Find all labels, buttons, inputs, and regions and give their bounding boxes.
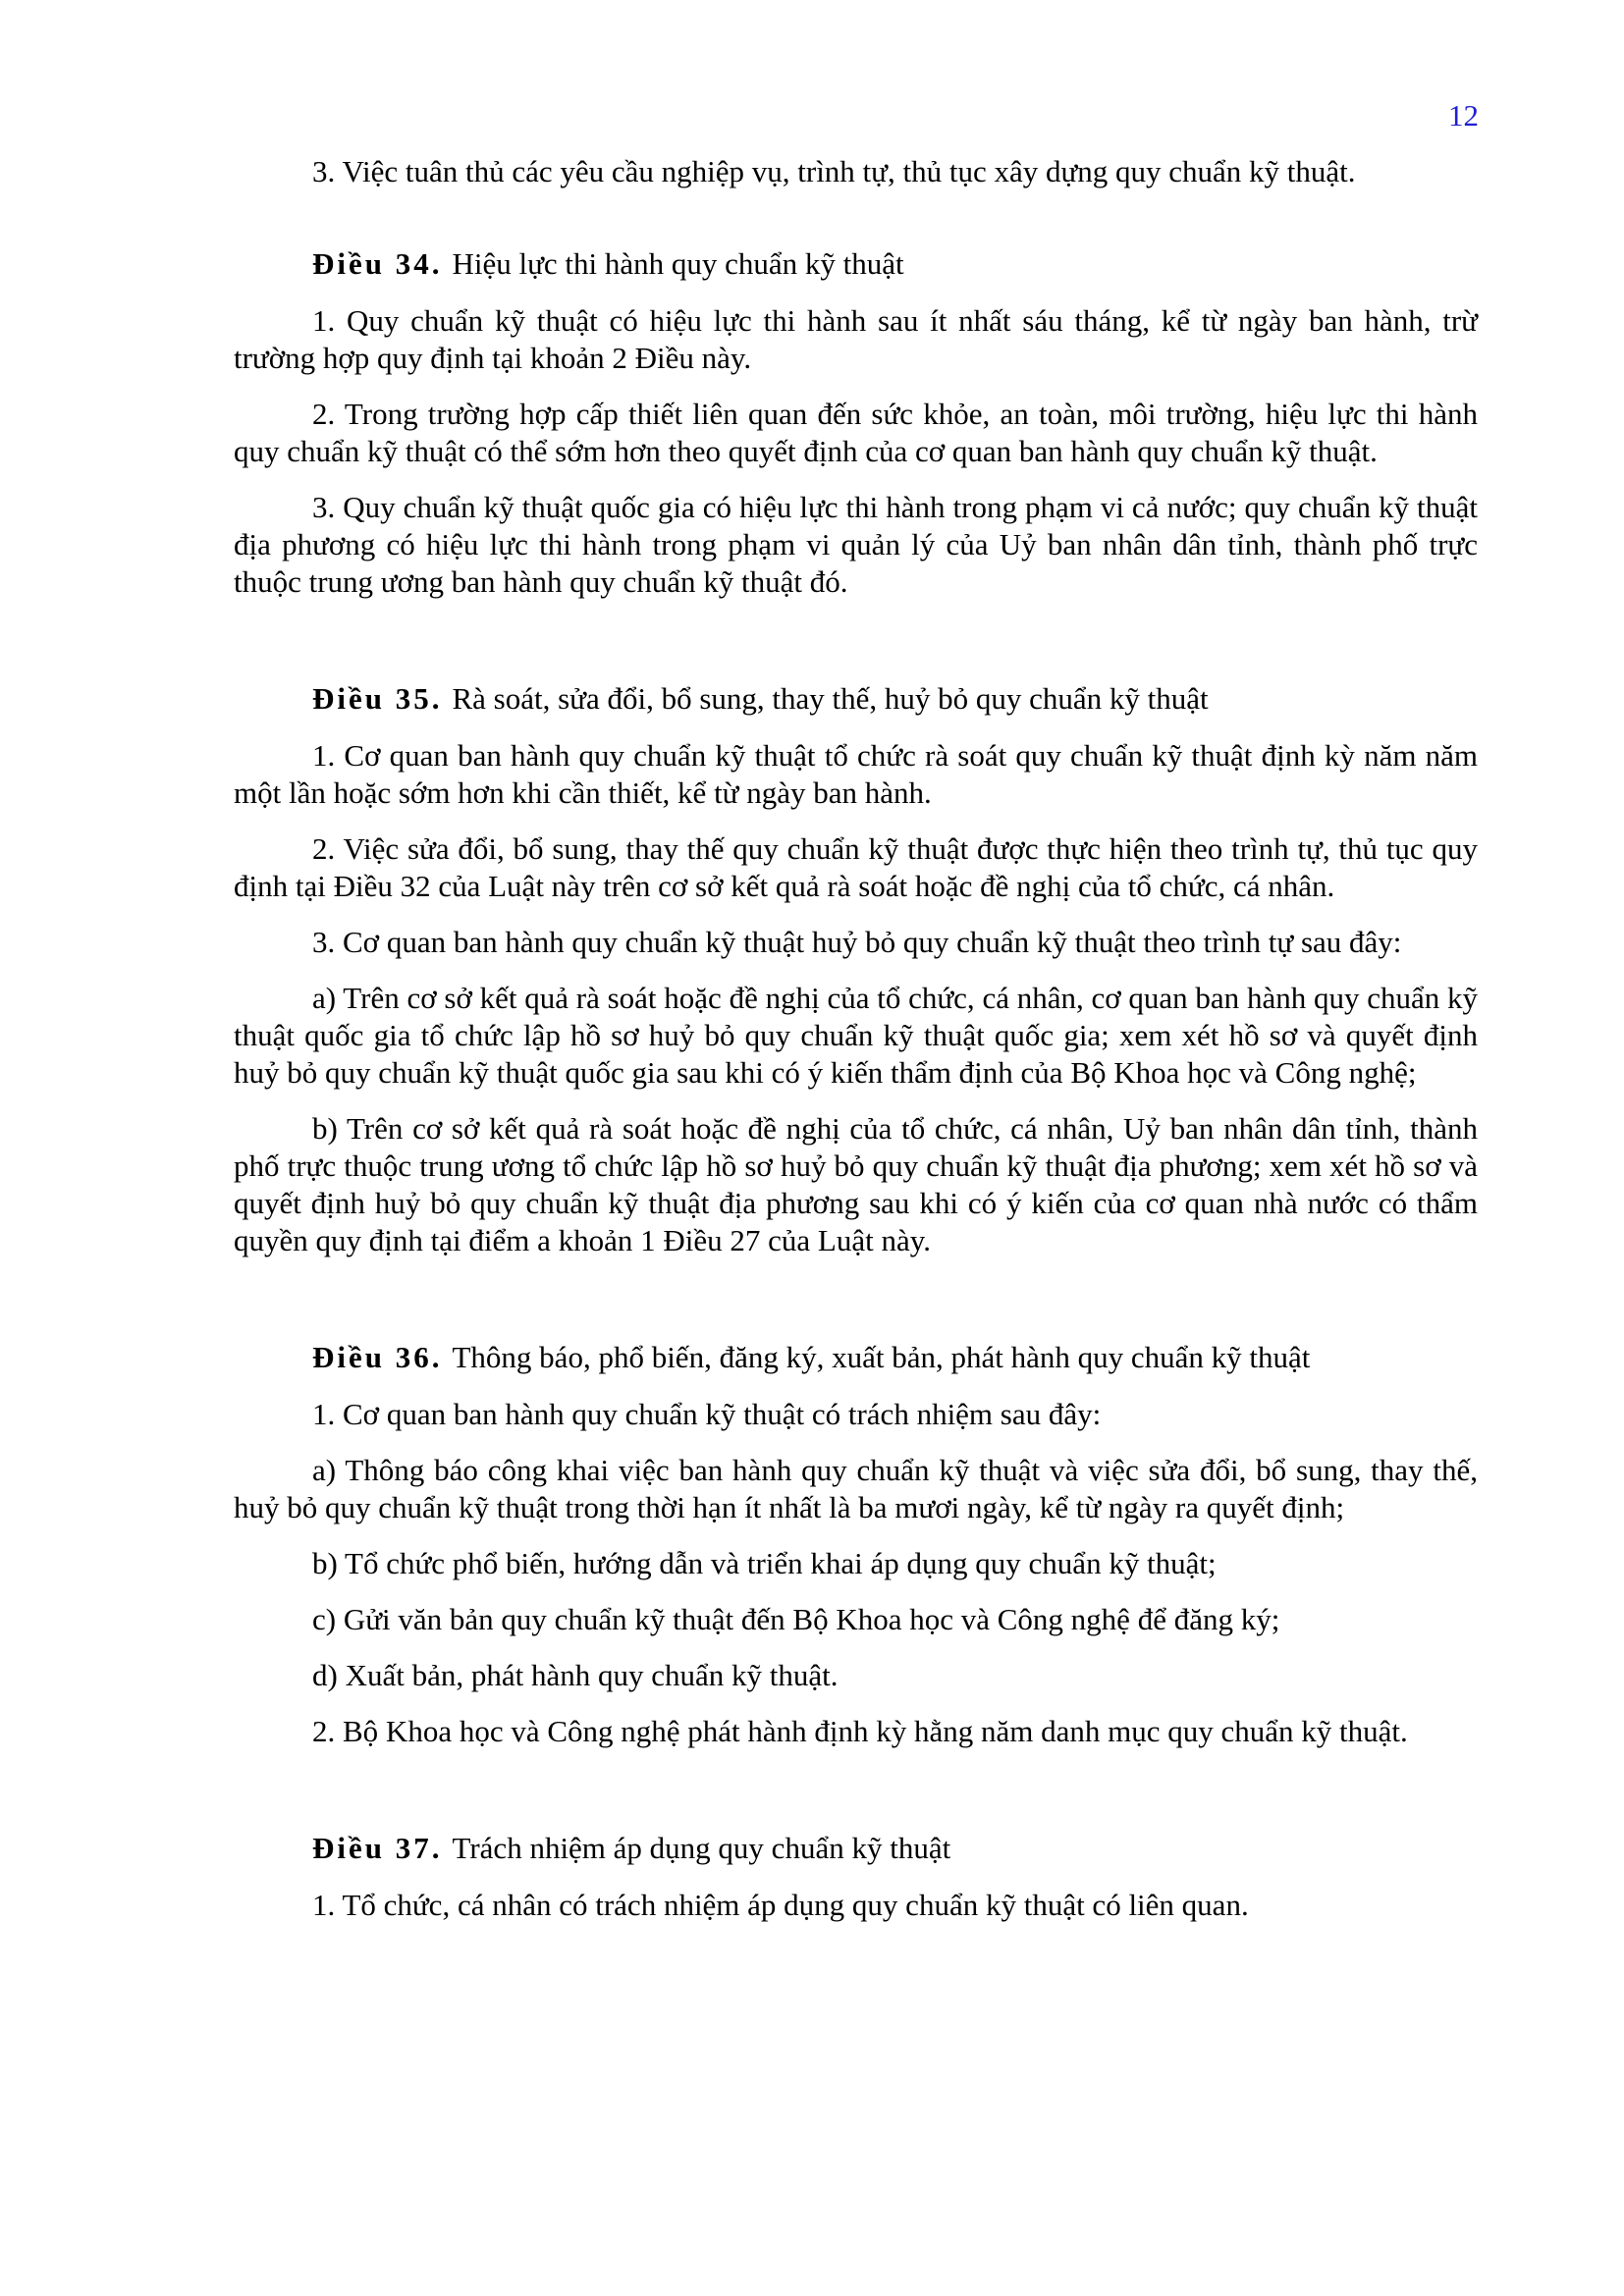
article-heading bbox=[312, 680, 1478, 718]
paragraph: 1. Quy chuẩn kỹ thuật có hiệu lực thi hành sau ít nhất sáu tháng, kể từ ngày ban hành, trừ trường hợp quy định tại khoản 2 Điều này. bbox=[234, 303, 1478, 375]
article-35 bbox=[234, 680, 1478, 1259]
paragraph: b) Tổ chức phổ biến, hướng dẫn và triển khai áp dụng quy chuẩn kỹ thuật; bbox=[312, 1546, 1217, 1580]
article-label: Điều 34. bbox=[312, 246, 443, 281]
article-heading bbox=[312, 245, 1478, 283]
paragraph: 3. Quy chuẩn kỹ thuật quốc gia có hiệu lực thi hành trong phạm vi cả nước; quy chuẩn kỹ thuật địa phương có hiệu lực thi hành trong phạm vi quản lý của Uỷ ban nhân dân tỉnh, thành phố trực thuộc trung ương ban hành quy chuẩn kỹ thuật đó. bbox=[234, 490, 1478, 599]
paragraph: a) Trên cơ sở kết quả rà soát hoặc đề nghị của tổ chức, cá nhân, cơ quan ban hành quy chuẩn kỹ thuật quốc gia tổ chức lập hồ sơ huỷ bỏ quy chuẩn kỹ thuật quốc gia; xem xét hồ sơ và quyết định huỷ bỏ quy chuẩn kỹ thuật quốc gia sau khi có ý kiến thẩm định của Bộ Khoa học và Công nghệ; bbox=[234, 981, 1478, 1090]
article-label: Điều 37. bbox=[312, 1831, 443, 1865]
paragraph: d) Xuất bản, phát hành quy chuẩn kỹ thuật. bbox=[312, 1658, 839, 1692]
article-37 bbox=[234, 1830, 1478, 1924]
article-heading bbox=[312, 1830, 1478, 1867]
article-34 bbox=[234, 245, 1478, 601]
paragraph: b) Trên cơ sở kết quả rà soát hoặc đề nghị của tổ chức, cá nhân, Uỷ ban nhân dân tỉnh, thành phố trực thuộc trung ương tổ chức lập hồ sơ huỷ bỏ quy chuẩn kỹ thuật địa phương; xem xét hồ sơ và quyết định huỷ bỏ quy chuẩn kỹ thuật địa phương sau khi có ý kiến của cơ quan nhà nước có thẩm quyền quy định tại điểm a khoản 1 Điều 27 của Luật này. bbox=[234, 1111, 1478, 1257]
paragraph: 1. Cơ quan ban hành quy chuẩn kỹ thuật tổ chức rà soát quy chuẩn kỹ thuật định kỳ năm năm một lần hoặc sớm hơn khi cần thiết, kể từ ngày ban hành. bbox=[234, 738, 1478, 810]
article-title: Hiệu lực thi hành quy chuẩn kỹ thuật bbox=[452, 246, 904, 281]
article-label: Điều 35. bbox=[312, 681, 443, 716]
article-heading bbox=[312, 1339, 1478, 1376]
article-title: Thông báo, phổ biến, đăng ký, xuất bản, phát hành quy chuẩn kỹ thuật bbox=[452, 1340, 1311, 1374]
article-title: Trách nhiệm áp dụng quy chuẩn kỹ thuật bbox=[452, 1831, 951, 1865]
paragraph: 3. Việc tuân thủ các yêu cầu nghiệp vụ, trình tự, thủ tục xây dựng quy chuẩn kỹ thuật. bbox=[312, 154, 1356, 188]
paragraph: 1. Tổ chức, cá nhân có trách nhiệm áp dụng quy chuẩn kỹ thuật có liên quan. bbox=[312, 1888, 1249, 1922]
paragraph: 1. Cơ quan ban hành quy chuẩn kỹ thuật có trách nhiệm sau đây: bbox=[312, 1397, 1102, 1431]
article-label: Điều 36. bbox=[312, 1340, 443, 1374]
paragraph: c) Gửi văn bản quy chuẩn kỹ thuật đến Bộ Khoa học và Công nghệ để đăng ký; bbox=[312, 1602, 1280, 1636]
paragraph: a) Thông báo công khai việc ban hành quy chuẩn kỹ thuật và việc sửa đổi, bổ sung, thay thế, huỷ bỏ quy chuẩn kỹ thuật trong thời hạn ít nhất là ba mươi ngày, kể từ ngày ra quyết định; bbox=[234, 1453, 1478, 1524]
paragraph: 2. Bộ Khoa học và Công nghệ phát hành định kỳ hằng năm danh mục quy chuẩn kỹ thuật. bbox=[312, 1714, 1408, 1748]
paragraph: 2. Việc sửa đổi, bổ sung, thay thế quy chuẩn kỹ thuật được thực hiện theo trình tự, thủ tục quy định tại Điều 32 của Luật này trên cơ sở kết quả rà soát hoặc đề nghị của tổ chức, cá nhân. bbox=[234, 831, 1478, 903]
paragraph: 2. Trong trường hợp cấp thiết liên quan đến sức khỏe, an toàn, môi trường, hiệu lực thi hành quy chuẩn kỹ thuật có thể sớm hơn theo quyết định của cơ quan ban hành quy chuẩn kỹ thuật. bbox=[234, 397, 1478, 468]
document-body bbox=[234, 153, 1478, 1943]
paragraph: 3. Cơ quan ban hành quy chuẩn kỹ thuật huỷ bỏ quy chuẩn kỹ thuật theo trình tự sau đây: bbox=[312, 925, 1402, 959]
article-36 bbox=[234, 1339, 1478, 1750]
article-title: Rà soát, sửa đổi, bổ sung, thay thế, huỷ bỏ quy chuẩn kỹ thuật bbox=[452, 681, 1209, 716]
page-number: 12 bbox=[1448, 98, 1479, 133]
